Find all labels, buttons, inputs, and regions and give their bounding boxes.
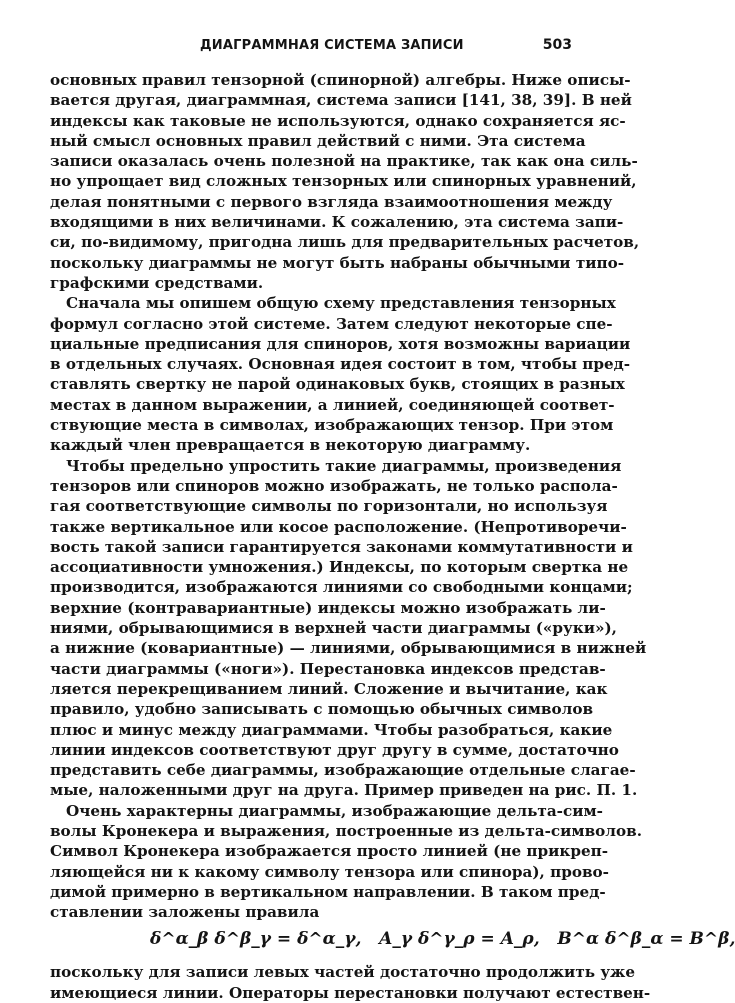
kronecker-delta-rules: δ^α_β δ^β_γ = δ^α_γ, A_γ δ^γ_ρ = A_ρ, B^α δ^β_α = B^β, [150, 929, 735, 950]
text-line: имеющиеся линии. Операторы перестановки получают естествен- [50, 983, 651, 1002]
running-header [52, 36, 572, 58]
text-line: поскольку диаграммы не могут быть набраны обычными типо- [50, 253, 625, 272]
text-line: ассоциативности умножения.) Индексы, по которым свертка не [50, 558, 629, 577]
paragraph-4 [50, 801, 642, 923]
text-line: местах в данном выражении, а линией, соединяющей соответ- [50, 395, 615, 414]
text-line: но упрощает вид сложных тензорных или спинорных уравнений, [50, 172, 637, 191]
text-line: Символ Кронекера изображается просто линией (не прикреп- [50, 842, 609, 861]
paragraph-continuation [50, 962, 651, 1003]
text-line: тензоров или спиноров можно изображать, не только распола- [50, 476, 618, 495]
text-line: также вертикальное или косое расположение. (Непротиворечи- [50, 517, 627, 536]
text-line: индексы как таковые не используются, однако сохраняется яс- [50, 111, 626, 130]
formula-1-rhs: δ^α_γ [297, 929, 356, 950]
text-line: в отдельных случаях. Основная идея состоит в том, чтобы пред- [50, 355, 631, 374]
text-line: ляется перекрещиванием линий. Сложение и вычитание, как [50, 679, 608, 698]
text-line: основных правил тензорной (спинорной) алгебры. Ниже описы- [50, 71, 631, 89]
text-line: плюс и минус между диаграммами. Чтобы разобраться, какие [50, 720, 613, 739]
formula-3-rhs: B^β [689, 929, 730, 950]
formula-3-lhs: B^α δ^β_α [557, 929, 664, 950]
text-line: производится, изображаются линиями со свободными концами; [50, 578, 633, 597]
running-title: ДИАГРАММНАЯ СИСТЕМА ЗАПИСИ [200, 38, 464, 53]
text-line: входящими в них величинами. К сожалению, эта система запи- [50, 213, 624, 232]
text-line: каждый член превращается в некоторую диаграмму. [50, 436, 531, 455]
text-line: волы Кронекера и выражения, построенные из дельта-символов. [50, 821, 642, 840]
page-number: 503 [542, 37, 572, 53]
text-line: верхние (контравариантные) индексы можно изображать ли- [50, 598, 606, 617]
text-line: формул согласно этой системе. Затем следуют некоторые спе- [50, 314, 613, 333]
formula-1-lhs: δ^α_β δ^β_γ [150, 929, 271, 950]
text-line: мые, наложенными друг на друга. Пример приведен на рис. П. 1. [50, 781, 638, 800]
paragraph-2 [50, 293, 631, 455]
text-line: димой примерно в вертикальном направлении. В таком пред- [50, 882, 606, 901]
text-line: ствующие места в символах, изображающих тензор. При этом [50, 416, 614, 435]
text-line: вость такой записи гарантируется законами коммутативности и [50, 537, 633, 556]
text-line: Сначала мы опишем общую схему представления тензорных [66, 294, 616, 313]
formula-2-lhs: A_γ δ^γ_ρ [379, 929, 475, 950]
text-line: правило, удобно записывать с помощью обычных символов [50, 700, 593, 719]
formula-2-rhs: A_ρ [500, 929, 534, 950]
text-line: Чтобы предельно упростить такие диаграммы, произведения [66, 456, 622, 475]
text-line: а нижние (ковариантные) — линиями, обрывающимися в нижней [50, 639, 647, 658]
text-line: представить себе диаграммы, изображающие отдельные слагае- [50, 761, 636, 780]
text-line: делая понятными с первого взгляда взаимоотношения между [50, 192, 613, 211]
paragraph-3 [50, 456, 647, 801]
text-line: ниями, обрывающимися в верхней части диаграммы («руки»), [50, 619, 617, 638]
text-line: Очень характерны диаграммы, изображающие дельта-сим- [66, 801, 603, 820]
body-text [50, 70, 735, 1003]
text-line: ставлении заложены правила [50, 903, 320, 922]
text-line: записи оказалась очень полезной на практике, так как она силь- [50, 152, 638, 171]
text-line: части диаграммы («ноги»). Перестановка индексов представ- [50, 659, 606, 678]
text-line: ный смысл основных правил действий с ними. Эта система [50, 131, 586, 150]
text-line: линии индексов соответствуют друг другу в сумме, достаточно [50, 740, 619, 759]
text-line: поскольку для записи левых частей достаточно продолжить уже [50, 963, 636, 982]
text-line: графскими средствами. [50, 273, 264, 292]
paragraph-1 [50, 70, 640, 293]
text-line: ляющейся ни к какому символу тензора или спинора), прово- [50, 862, 609, 881]
text-line: гая соответствующие символы по горизонтали, но используя [50, 497, 608, 516]
text-line: ставлять свертку не парой одинаковых букв, стоящих в разных [50, 375, 625, 394]
text-line: вается другая, диаграммная, система записи [141, 38, 39]. В ней [50, 91, 632, 110]
text-line: си, по-видимому, пригодна лишь для предварительных расчетов, [50, 233, 640, 252]
text-line: циальные предписания для спиноров, хотя возможны вариации [50, 334, 631, 353]
